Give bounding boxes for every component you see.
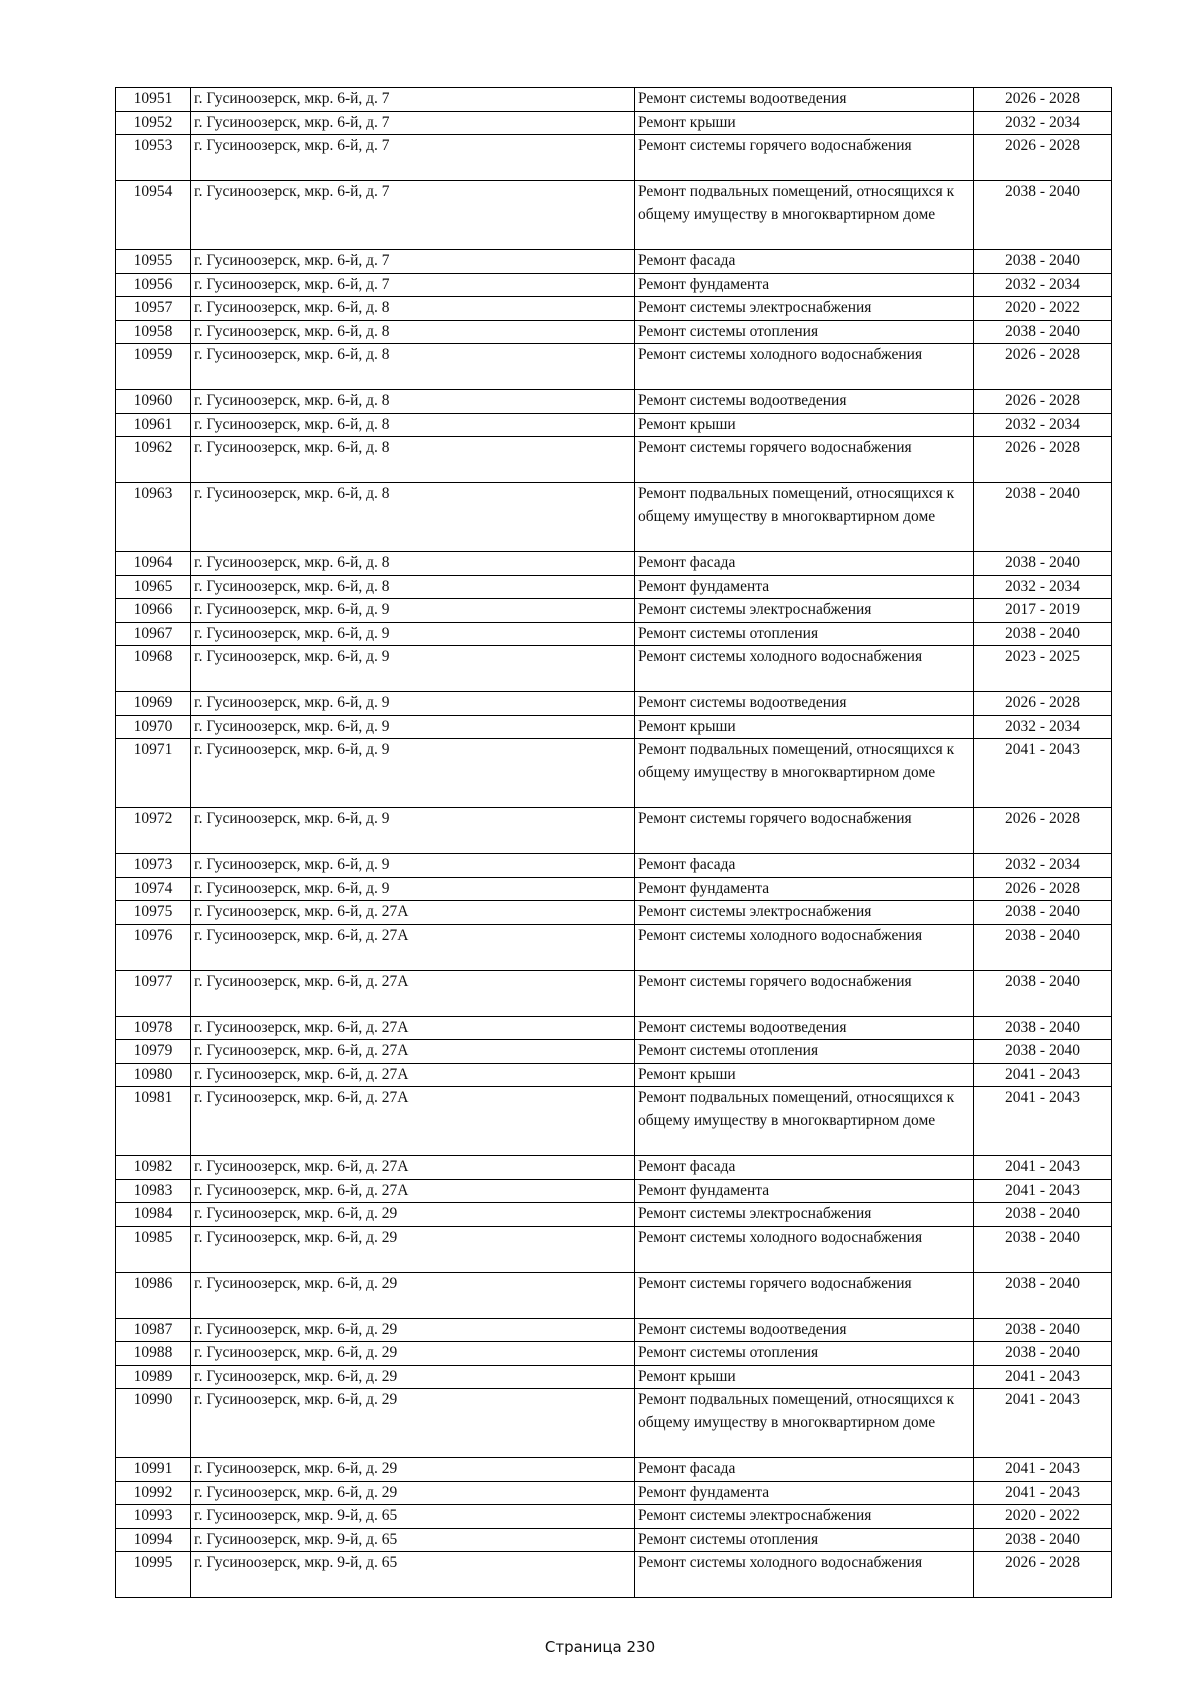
row-period: 2038 - 2040 (974, 552, 1112, 576)
table-row (116, 1203, 1112, 1227)
table-row (116, 181, 1112, 250)
row-number: 10964 (116, 552, 191, 576)
row-work-type: Ремонт системы электроснабжения (635, 901, 974, 925)
row-address: г. Гусиноозерск, мкр. 6-й, д. 27А (191, 924, 635, 970)
row-work-type: Ремонт системы горячего водоснабжения (635, 1272, 974, 1318)
row-work-type: Ремонт системы электроснабжения (635, 599, 974, 623)
row-number: 10953 (116, 135, 191, 181)
row-period: 2041 - 2043 (974, 1156, 1112, 1180)
row-number: 10965 (116, 575, 191, 599)
table-row (116, 1318, 1112, 1342)
row-work-type: Ремонт подвальных помещений, относящихся к общему имуществу в многоквартирном доме (635, 1389, 974, 1458)
row-number: 10976 (116, 924, 191, 970)
table-row (116, 1505, 1112, 1529)
row-work-type: Ремонт системы отопления (635, 1040, 974, 1064)
row-address: г. Гусиноозерск, мкр. 6-й, д. 27А (191, 1087, 635, 1156)
row-number: 10974 (116, 877, 191, 901)
table-row (116, 1179, 1112, 1203)
row-address: г. Гусиноозерск, мкр. 6-й, д. 9 (191, 739, 635, 808)
row-number: 10973 (116, 854, 191, 878)
row-number: 10963 (116, 483, 191, 552)
row-work-type: Ремонт подвальных помещений, относящихся к общему имуществу в многоквартирном доме (635, 739, 974, 808)
row-work-type: Ремонт системы холодного водоснабжения (635, 924, 974, 970)
table-row (116, 1365, 1112, 1389)
table-row (116, 1552, 1112, 1598)
table-row (116, 1389, 1112, 1458)
row-number: 10979 (116, 1040, 191, 1064)
row-number: 10984 (116, 1203, 191, 1227)
table-row (116, 1087, 1112, 1156)
row-address: г. Гусиноозерск, мкр. 9-й, д. 65 (191, 1552, 635, 1598)
table-row (116, 297, 1112, 321)
row-period: 2026 - 2028 (974, 808, 1112, 854)
row-work-type: Ремонт фасада (635, 1458, 974, 1482)
row-address: г. Гусиноозерск, мкр. 6-й, д. 27А (191, 1016, 635, 1040)
row-number: 10989 (116, 1365, 191, 1389)
row-number: 10960 (116, 390, 191, 414)
row-period: 2041 - 2043 (974, 1087, 1112, 1156)
row-work-type: Ремонт системы электроснабжения (635, 1203, 974, 1227)
row-period: 2032 - 2034 (974, 575, 1112, 599)
row-address: г. Гусиноозерск, мкр. 6-й, д. 8 (191, 413, 635, 437)
table-row (116, 552, 1112, 576)
table-row (116, 575, 1112, 599)
row-period: 2041 - 2043 (974, 739, 1112, 808)
table-row (116, 808, 1112, 854)
row-period: 2026 - 2028 (974, 344, 1112, 390)
row-period: 2038 - 2040 (974, 1040, 1112, 1064)
row-period: 2020 - 2022 (974, 1505, 1112, 1529)
row-address: г. Гусиноозерск, мкр. 6-й, д. 9 (191, 599, 635, 623)
row-number: 10971 (116, 739, 191, 808)
row-work-type: Ремонт системы горячего водоснабжения (635, 135, 974, 181)
row-number: 10955 (116, 250, 191, 274)
row-number: 10992 (116, 1481, 191, 1505)
row-period: 2032 - 2034 (974, 273, 1112, 297)
table-row (116, 413, 1112, 437)
row-address: г. Гусиноозерск, мкр. 6-й, д. 29 (191, 1458, 635, 1482)
row-period: 2041 - 2043 (974, 1458, 1112, 1482)
table-row (116, 250, 1112, 274)
row-period: 2038 - 2040 (974, 250, 1112, 274)
table-row (116, 877, 1112, 901)
row-work-type: Ремонт подвальных помещений, относящихся к общему имуществу в многоквартирном доме (635, 1087, 974, 1156)
table-row (116, 854, 1112, 878)
row-number: 10987 (116, 1318, 191, 1342)
row-period: 2032 - 2034 (974, 111, 1112, 135)
table-row (116, 1272, 1112, 1318)
table-row (116, 135, 1112, 181)
table-row (116, 715, 1112, 739)
row-work-type: Ремонт подвальных помещений, относящихся к общему имуществу в многоквартирном доме (635, 181, 974, 250)
table-row (116, 390, 1112, 414)
row-period: 2038 - 2040 (974, 1272, 1112, 1318)
row-address: г. Гусиноозерск, мкр. 6-й, д. 9 (191, 692, 635, 716)
row-period: 2041 - 2043 (974, 1179, 1112, 1203)
row-work-type: Ремонт подвальных помещений, относящихся к общему имуществу в многоквартирном доме (635, 483, 974, 552)
row-address: г. Гусиноозерск, мкр. 6-й, д. 8 (191, 390, 635, 414)
table-row (116, 1156, 1112, 1180)
row-period: 2038 - 2040 (974, 1226, 1112, 1272)
row-period: 2041 - 2043 (974, 1481, 1112, 1505)
row-number: 10986 (116, 1272, 191, 1318)
row-number: 10991 (116, 1458, 191, 1482)
row-period: 2041 - 2043 (974, 1063, 1112, 1087)
row-address: г. Гусиноозерск, мкр. 6-й, д. 7 (191, 111, 635, 135)
table-row (116, 483, 1112, 552)
row-period: 2038 - 2040 (974, 901, 1112, 925)
row-number: 10978 (116, 1016, 191, 1040)
row-work-type: Ремонт системы водоотведения (635, 1318, 974, 1342)
row-period: 2038 - 2040 (974, 1203, 1112, 1227)
row-address: г. Гусиноозерск, мкр. 6-й, д. 7 (191, 181, 635, 250)
row-period: 2038 - 2040 (974, 483, 1112, 552)
row-address: г. Гусиноозерск, мкр. 6-й, д. 9 (191, 808, 635, 854)
row-work-type: Ремонт крыши (635, 1063, 974, 1087)
row-work-type: Ремонт системы холодного водоснабжения (635, 344, 974, 390)
row-address: г. Гусиноозерск, мкр. 6-й, д. 8 (191, 552, 635, 576)
row-work-type: Ремонт крыши (635, 1365, 974, 1389)
row-number: 10966 (116, 599, 191, 623)
table-row (116, 111, 1112, 135)
row-address: г. Гусиноозерск, мкр. 6-й, д. 9 (191, 877, 635, 901)
table-row (116, 88, 1112, 112)
row-work-type: Ремонт системы холодного водоснабжения (635, 1552, 974, 1598)
row-address: г. Гусиноозерск, мкр. 6-й, д. 27А (191, 1040, 635, 1064)
row-address: г. Гусиноозерск, мкр. 6-й, д. 8 (191, 297, 635, 321)
row-address: г. Гусиноозерск, мкр. 6-й, д. 27А (191, 901, 635, 925)
row-period: 2032 - 2034 (974, 413, 1112, 437)
row-work-type: Ремонт системы отопления (635, 1528, 974, 1552)
table-row (116, 1458, 1112, 1482)
row-work-type: Ремонт системы холодного водоснабжения (635, 646, 974, 692)
row-work-type: Ремонт системы водоотведения (635, 1016, 974, 1040)
row-address: г. Гусиноозерск, мкр. 6-й, д. 27А (191, 1179, 635, 1203)
row-period: 2026 - 2028 (974, 135, 1112, 181)
table-row (116, 1342, 1112, 1366)
row-number: 10988 (116, 1342, 191, 1366)
row-number: 10952 (116, 111, 191, 135)
repair-schedule-table (115, 87, 1112, 1598)
row-work-type: Ремонт фундамента (635, 273, 974, 297)
row-work-type: Ремонт фасада (635, 1156, 974, 1180)
row-work-type: Ремонт фундамента (635, 877, 974, 901)
row-work-type: Ремонт системы горячего водоснабжения (635, 970, 974, 1016)
row-work-type: Ремонт системы горячего водоснабжения (635, 437, 974, 483)
row-address: г. Гусиноозерск, мкр. 6-й, д. 8 (191, 575, 635, 599)
row-work-type: Ремонт фасада (635, 854, 974, 878)
row-period: 2041 - 2043 (974, 1365, 1112, 1389)
table-row (116, 739, 1112, 808)
table-row (116, 599, 1112, 623)
table-row (116, 1016, 1112, 1040)
row-period: 2026 - 2028 (974, 877, 1112, 901)
row-work-type: Ремонт фундамента (635, 1481, 974, 1505)
row-address: г. Гусиноозерск, мкр. 6-й, д. 29 (191, 1226, 635, 1272)
row-address: г. Гусиноозерск, мкр. 9-й, д. 65 (191, 1528, 635, 1552)
row-address: г. Гусиноозерск, мкр. 6-й, д. 27А (191, 1063, 635, 1087)
table-row (116, 273, 1112, 297)
row-number: 10959 (116, 344, 191, 390)
table-row (116, 1226, 1112, 1272)
row-number: 10983 (116, 1179, 191, 1203)
row-period: 2038 - 2040 (974, 1016, 1112, 1040)
row-number: 10970 (116, 715, 191, 739)
row-work-type: Ремонт фундамента (635, 1179, 974, 1203)
table-row (116, 320, 1112, 344)
row-work-type: Ремонт системы отопления (635, 622, 974, 646)
row-number: 10985 (116, 1226, 191, 1272)
row-number: 10967 (116, 622, 191, 646)
row-number: 10972 (116, 808, 191, 854)
table-row (116, 437, 1112, 483)
row-period: 2020 - 2022 (974, 297, 1112, 321)
row-period: 2038 - 2040 (974, 320, 1112, 344)
row-address: г. Гусиноозерск, мкр. 6-й, д. 29 (191, 1318, 635, 1342)
row-period: 2038 - 2040 (974, 1342, 1112, 1366)
row-address: г. Гусиноозерск, мкр. 6-й, д. 9 (191, 622, 635, 646)
row-number: 10954 (116, 181, 191, 250)
row-address: г. Гусиноозерск, мкр. 6-й, д. 29 (191, 1365, 635, 1389)
row-work-type: Ремонт системы холодного водоснабжения (635, 1226, 974, 1272)
row-work-type: Ремонт крыши (635, 111, 974, 135)
row-period: 2038 - 2040 (974, 1318, 1112, 1342)
table-row (116, 901, 1112, 925)
row-period: 2038 - 2040 (974, 181, 1112, 250)
row-number: 10982 (116, 1156, 191, 1180)
table-row (116, 924, 1112, 970)
row-number: 10968 (116, 646, 191, 692)
row-number: 10977 (116, 970, 191, 1016)
row-address: г. Гусиноозерск, мкр. 6-й, д. 29 (191, 1272, 635, 1318)
row-number: 10957 (116, 297, 191, 321)
row-number: 10958 (116, 320, 191, 344)
row-address: г. Гусиноозерск, мкр. 6-й, д. 29 (191, 1389, 635, 1458)
table-row (116, 646, 1112, 692)
row-number: 10994 (116, 1528, 191, 1552)
table-row (116, 1481, 1112, 1505)
row-number: 10990 (116, 1389, 191, 1458)
row-work-type: Ремонт системы водоотведения (635, 692, 974, 716)
row-work-type: Ремонт крыши (635, 413, 974, 437)
row-period: 2017 - 2019 (974, 599, 1112, 623)
row-address: г. Гусиноозерск, мкр. 6-й, д. 7 (191, 135, 635, 181)
row-number: 10969 (116, 692, 191, 716)
row-address: г. Гусиноозерск, мкр. 6-й, д. 7 (191, 250, 635, 274)
row-period: 2038 - 2040 (974, 924, 1112, 970)
table-row (116, 1063, 1112, 1087)
row-number: 10962 (116, 437, 191, 483)
row-period: 2041 - 2043 (974, 1389, 1112, 1458)
page-number: Страница 230 (544, 1638, 656, 1656)
table-row (116, 970, 1112, 1016)
row-work-type: Ремонт системы горячего водоснабжения (635, 808, 974, 854)
row-number: 10995 (116, 1552, 191, 1598)
row-number: 10993 (116, 1505, 191, 1529)
row-address: г. Гусиноозерск, мкр. 6-й, д. 9 (191, 715, 635, 739)
table-row (116, 622, 1112, 646)
row-work-type: Ремонт системы водоотведения (635, 390, 974, 414)
row-work-type: Ремонт крыши (635, 715, 974, 739)
row-address: г. Гусиноозерск, мкр. 6-й, д. 9 (191, 646, 635, 692)
table-row (116, 1040, 1112, 1064)
row-period: 2038 - 2040 (974, 970, 1112, 1016)
row-number: 10980 (116, 1063, 191, 1087)
row-work-type: Ремонт системы водоотведения (635, 88, 974, 112)
row-address: г. Гусиноозерск, мкр. 6-й, д. 7 (191, 273, 635, 297)
row-address: г. Гусиноозерск, мкр. 6-й, д. 8 (191, 344, 635, 390)
row-address: г. Гусиноозерск, мкр. 6-й, д. 8 (191, 437, 635, 483)
row-work-type: Ремонт системы электроснабжения (635, 297, 974, 321)
row-work-type: Ремонт системы отопления (635, 320, 974, 344)
table-row (116, 692, 1112, 716)
row-address: г. Гусиноозерск, мкр. 6-й, д. 27А (191, 1156, 635, 1180)
row-work-type: Ремонт фасада (635, 552, 974, 576)
row-period: 2026 - 2028 (974, 1552, 1112, 1598)
row-period: 2026 - 2028 (974, 437, 1112, 483)
table-row (116, 344, 1112, 390)
row-address: г. Гусиноозерск, мкр. 6-й, д. 7 (191, 88, 635, 112)
row-period: 2026 - 2028 (974, 692, 1112, 716)
row-address: г. Гусиноозерск, мкр. 6-й, д. 27А (191, 970, 635, 1016)
row-address: г. Гусиноозерск, мкр. 6-й, д. 29 (191, 1481, 635, 1505)
row-period: 2038 - 2040 (974, 1528, 1112, 1552)
row-address: г. Гусиноозерск, мкр. 6-й, д. 29 (191, 1203, 635, 1227)
row-period: 2026 - 2028 (974, 88, 1112, 112)
row-work-type: Ремонт фасада (635, 250, 974, 274)
row-address: г. Гусиноозерск, мкр. 6-й, д. 8 (191, 483, 635, 552)
row-number: 10975 (116, 901, 191, 925)
row-number: 10961 (116, 413, 191, 437)
row-address: г. Гусиноозерск, мкр. 6-й, д. 8 (191, 320, 635, 344)
row-period: 2032 - 2034 (974, 715, 1112, 739)
row-period: 2026 - 2028 (974, 390, 1112, 414)
row-number: 10956 (116, 273, 191, 297)
row-work-type: Ремонт системы электроснабжения (635, 1505, 974, 1529)
row-period: 2038 - 2040 (974, 622, 1112, 646)
row-period: 2023 - 2025 (974, 646, 1112, 692)
row-work-type: Ремонт системы отопления (635, 1342, 974, 1366)
row-period: 2032 - 2034 (974, 854, 1112, 878)
row-work-type: Ремонт фундамента (635, 575, 974, 599)
table-row (116, 1528, 1112, 1552)
row-number: 10951 (116, 88, 191, 112)
row-address: г. Гусиноозерск, мкр. 6-й, д. 9 (191, 854, 635, 878)
table-body (116, 88, 1112, 1598)
row-address: г. Гусиноозерск, мкр. 6-й, д. 29 (191, 1342, 635, 1366)
row-address: г. Гусиноозерск, мкр. 9-й, д. 65 (191, 1505, 635, 1529)
row-number: 10981 (116, 1087, 191, 1156)
